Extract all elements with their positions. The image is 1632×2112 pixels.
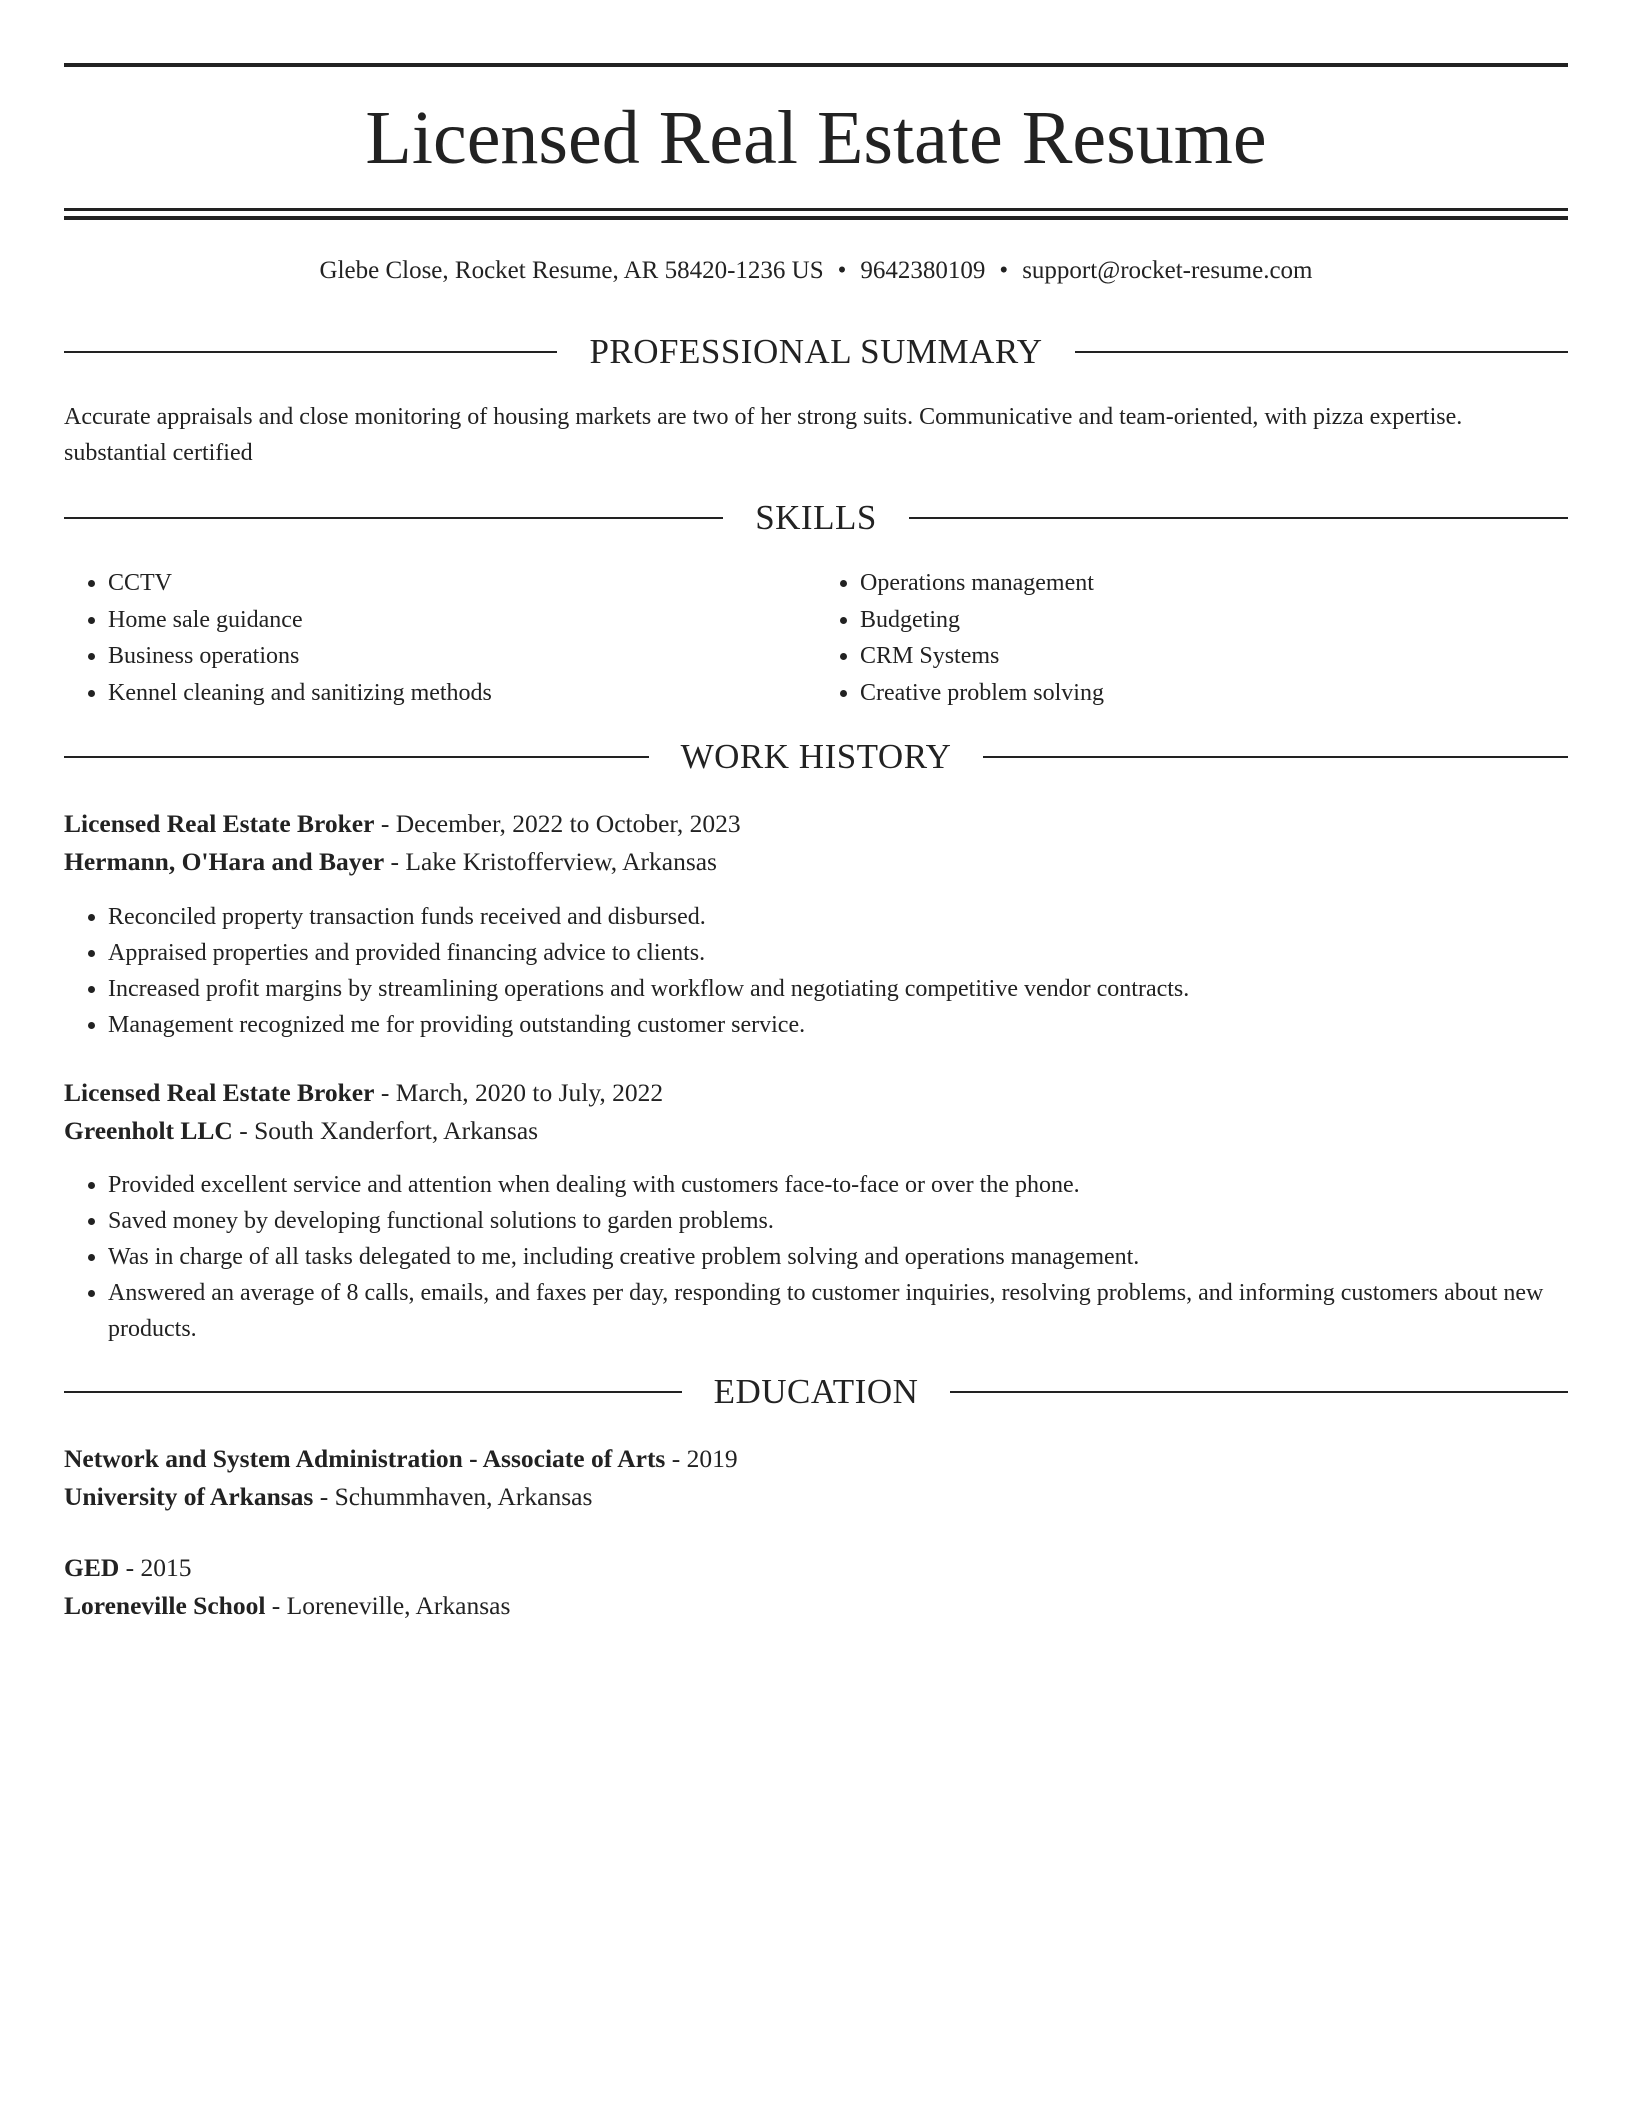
education-year: - 2019 xyxy=(665,1444,738,1473)
education-degree: Network and System Administration - Associate of Arts xyxy=(64,1444,666,1473)
job-location: - Lake Kristofferview, Arkansas xyxy=(384,847,717,876)
section-title: SKILLS xyxy=(755,498,877,537)
top-rule xyxy=(64,63,1568,67)
section-heading-summary xyxy=(64,330,1568,374)
skill-item: • Creative problem solving xyxy=(860,675,1568,712)
heading-rule xyxy=(64,517,723,519)
summary-text: Accurate appraisals and close monitoring of housing markets are two of her strong suits. Communicative and team-oriented, with pizza expertise. substantial certified xyxy=(64,404,1463,466)
heading-rule xyxy=(1075,351,1568,353)
contact-separator: • xyxy=(837,257,847,284)
section-heading-education xyxy=(64,1370,1568,1414)
heading-rule xyxy=(909,517,1568,519)
education-location: - Schummhaven, Arkansas xyxy=(313,1482,593,1511)
job-company-line xyxy=(64,843,1568,881)
skills-column-right xyxy=(816,565,1568,711)
education-entry-2 xyxy=(64,1549,1568,1625)
education-school: University of Arkansas xyxy=(64,1482,314,1511)
job-bullets-2 xyxy=(64,1167,1568,1347)
job-bullet: • Appraised properties and provided financing advice to clients. xyxy=(108,935,1568,971)
skill-item: • CRM Systems xyxy=(860,638,1568,675)
job-bullet: • Reconciled property transaction funds received and disbursed. xyxy=(108,899,1568,935)
job-header-2 xyxy=(64,1074,1568,1150)
job-bullet: • Management recognized me for providing outstanding customer service. xyxy=(108,1007,1568,1043)
contact-email: support@rocket-resume.com xyxy=(1022,257,1313,284)
education-degree: GED xyxy=(64,1553,120,1582)
education-degree-line xyxy=(64,1440,1568,1478)
contact-line xyxy=(64,254,1568,288)
title-double-rule xyxy=(64,208,1568,220)
education-location: - Loreneville, Arkansas xyxy=(265,1591,511,1620)
job-company-line xyxy=(64,1112,1568,1150)
job-title: Licensed Real Estate Broker xyxy=(64,1078,375,1107)
skill-item: • Business operations xyxy=(108,638,816,675)
job-bullet: • Answered an average of 8 calls, emails, and faxes per day, responding to customer inquiries, resolving problems, and informing customers about new products. xyxy=(108,1275,1568,1347)
job-header-1 xyxy=(64,805,1568,881)
section-title: EDUCATION xyxy=(713,1372,919,1411)
education-school-line xyxy=(64,1478,1568,1516)
job-dates: - December, 2022 to October, 2023 xyxy=(374,809,741,838)
job-bullets-1 xyxy=(64,899,1568,1043)
job-location: - South Xanderfort, Arkansas xyxy=(232,1116,539,1145)
skill-item: • Home sale guidance xyxy=(108,602,816,639)
heading-rule xyxy=(64,756,649,758)
heading-rule xyxy=(64,1391,682,1393)
section-heading-work xyxy=(64,735,1568,779)
section-title: PROFESSIONAL SUMMARY xyxy=(589,332,1043,371)
education-school: Loreneville School xyxy=(64,1591,266,1620)
job-bullet: • Increased profit margins by streamlining operations and workflow and negotiating competitive vendor contracts. xyxy=(108,971,1568,1007)
heading-rule xyxy=(983,756,1568,758)
section-heading-skills xyxy=(64,496,1568,540)
resume-title: Licensed Real Estate Resume xyxy=(365,96,1267,180)
heading-rule xyxy=(64,351,557,353)
education-year: - 2015 xyxy=(119,1553,192,1582)
job-title: Licensed Real Estate Broker xyxy=(64,809,375,838)
contact-phone: 9642380109 xyxy=(860,257,986,284)
job-bullet: • Saved money by developing functional solutions to garden problems. xyxy=(108,1203,1568,1239)
job-company: Greenholt LLC xyxy=(64,1116,233,1145)
education-entry-1 xyxy=(64,1440,1568,1516)
job-title-line xyxy=(64,1074,1568,1112)
job-bullet: • Provided excellent service and attention when dealing with customers face-to-face or over the phone. xyxy=(108,1167,1568,1203)
job-title-line xyxy=(64,805,1568,843)
job-dates: - March, 2020 to July, 2022 xyxy=(374,1078,664,1107)
job-bullet: • Was in charge of all tasks delegated to me, including creative problem solving and operations management. xyxy=(108,1239,1568,1275)
skills-list xyxy=(64,565,1568,711)
skill-item: • Budgeting xyxy=(860,602,1568,639)
skill-item: • Kennel cleaning and sanitizing methods xyxy=(108,675,816,712)
contact-separator: • xyxy=(999,257,1009,284)
heading-rule xyxy=(950,1391,1568,1393)
skills-column-left xyxy=(64,565,816,711)
education-school-line xyxy=(64,1587,1568,1625)
contact-address: Glebe Close, Rocket Resume, AR 58420-1236 US xyxy=(319,257,824,284)
skill-item: • Operations management xyxy=(860,565,1568,602)
section-title: WORK HISTORY xyxy=(680,737,952,776)
education-degree-line xyxy=(64,1549,1568,1587)
job-company: Hermann, O'Hara and Bayer xyxy=(64,847,385,876)
skill-item: • CCTV xyxy=(108,565,816,602)
